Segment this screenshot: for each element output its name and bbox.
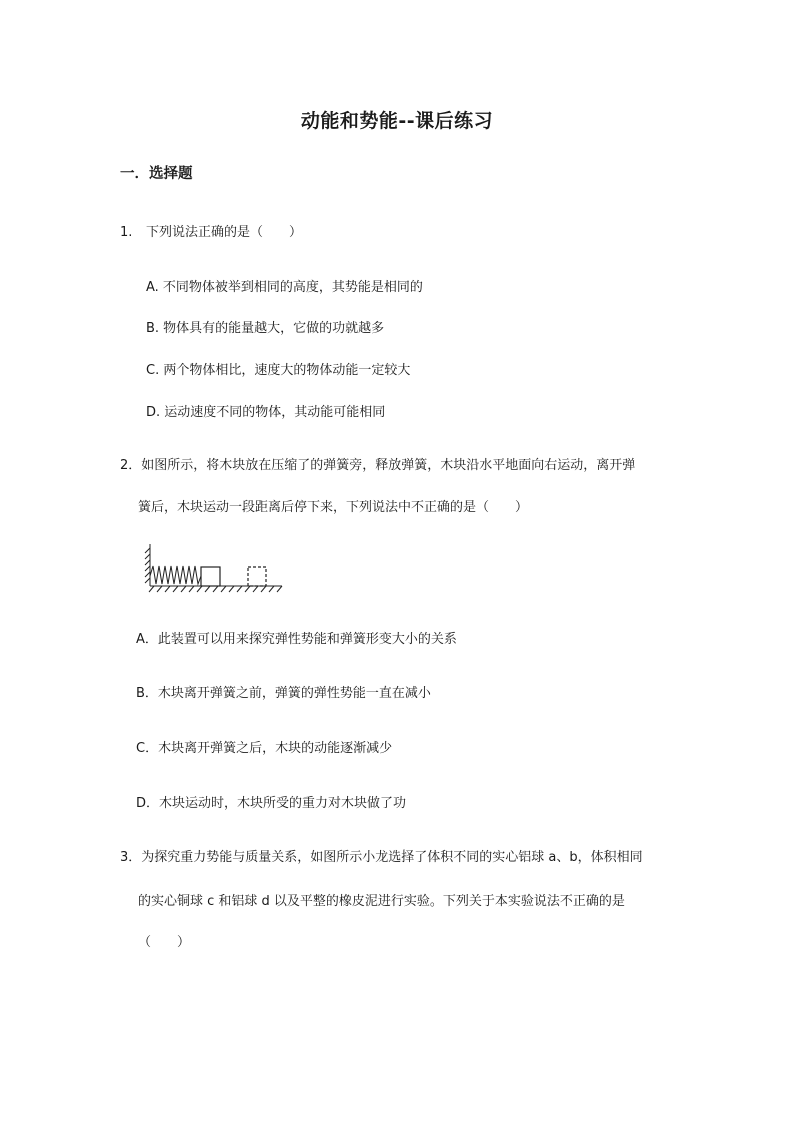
question-2-stem-line-1: 2．如图所示，将木块放在压缩了的弹簧旁，释放弹簧，木块沿水平地面向右运动，离开弹 [120,458,636,473]
question-2-option-b: B．木块离开弹簧之前，弹簧的弹性势能一直在减小 [136,686,431,701]
question-1-option-b: B. 物体具有的能量越大，它做的功就越多 [146,321,385,336]
question-3-stem-line-1: 3．为探究重力势能与质量关系，如图所示小龙选择了体积不同的实心铝球 a、b，体积相同 [120,850,643,865]
question-2-option-a: A．此装置可以用来探究弹性势能和弹簧形变大小的关系 [136,632,457,647]
question-3-stem-line-3: （ ） [138,935,191,950]
question-1-option-c: C. 两个物体相比，速度大的物体动能一定较大 [146,363,411,378]
question-2-option-d: D．木块运动时，木块所受的重力对木块做了功 [136,796,407,811]
spring-block-diagram-icon [140,536,288,598]
question-2-option-c: C．木块离开弹簧之后，木块的动能逐渐减少 [136,741,393,756]
question-1-stem: 下列说法正确的是（ ） [146,225,303,240]
question-2-stem-line-2: 簧后，木块运动一段距离后停下来，下列说法中不正确的是（ ） [138,500,529,515]
question-1-option-d: D. 运动速度不同的物体，其动能可能相同 [146,405,386,420]
section-heading: 一．选择题 [120,166,193,182]
page-title: 动能和势能--课后练习 [300,110,494,132]
question-3-stem-line-2: 的实心铜球 c 和铝球 d 以及平整的橡皮泥进行实验。下列关于本实验说法不正确的是 [138,894,625,909]
question-1-number: 1. [120,225,133,240]
question-1-option-a: A. 不同物体被举到相同的高度，其势能是相同的 [146,280,423,295]
